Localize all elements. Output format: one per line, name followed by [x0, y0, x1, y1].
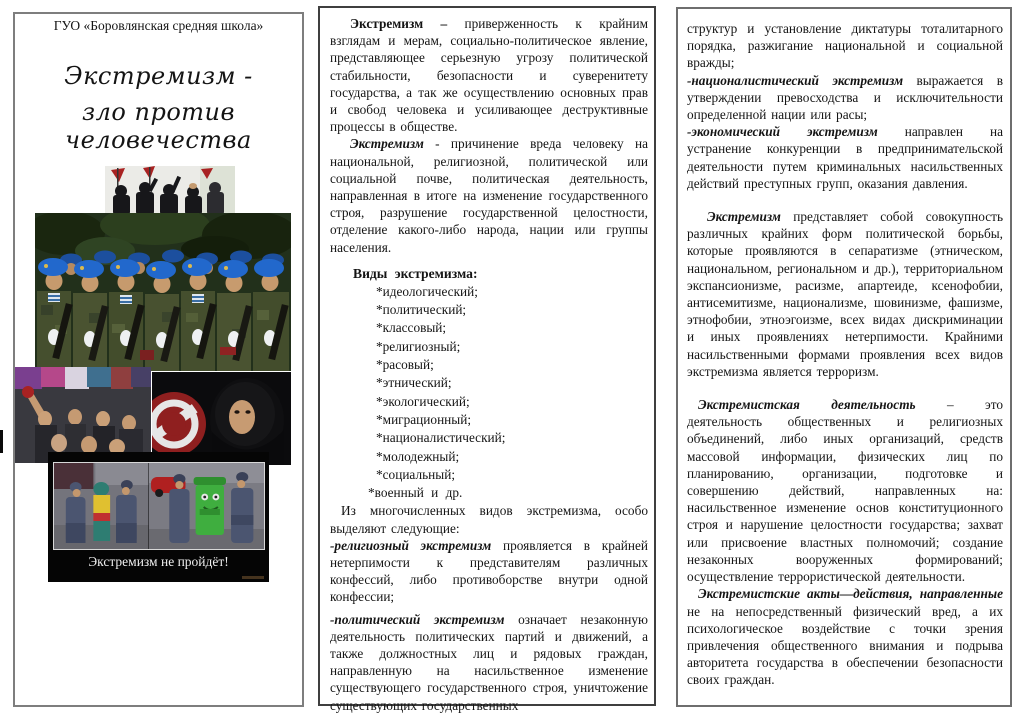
para-types-intro: Из многочисленных видов экстремизма, особо выделяют следующие:: [330, 503, 648, 536]
list-item: *социальный;: [376, 466, 456, 482]
demotivator-watermark: [242, 576, 264, 579]
middle-panel: [318, 6, 656, 713]
banners: [15, 367, 151, 389]
activity-text: – это деятельность общественных и религиозных объединений, либо иных организаций, средств массовой информации, физических лиц по планированию, организации, подготовке и совершению действий, направленных на: насильственное изменение основ конституционного строя и нарушение целостности государства; захват или присвоение властных полномочий; создание незаконных вооруженных формирований; осуществление террористической деятельности.: [687, 397, 1004, 585]
riot-police-mascot-photo: [54, 463, 149, 549]
list-item: *идеологический;: [376, 283, 478, 299]
demotivator-frame: [53, 462, 265, 550]
school-header: ГУО «Боровлянская средняя школа»: [53, 18, 264, 33]
demotivator: [48, 452, 269, 582]
types-list-title: Виды экстремизма:: [353, 265, 478, 281]
list-item: *военный и др.: [368, 485, 463, 501]
demotivator-caption: Экстремизм не пройдёт!: [88, 554, 229, 569]
para-nationalist-extremism: [687, 72, 1003, 124]
list-item: *политический;: [376, 302, 467, 318]
extremism-text: представляет собой совокупность различных крайних форм политической борьбы, которые проявляются в сепаратизме (этническом, национальном, региональном и др.), территориальном экспансионизме, расизме, апартеиде, ксенофобии, антисемитизме, национализме, шовинизме, фашизме, этнофобии, этноэгоизме, всех видах дискриминации и иных проявлениях нетерпимости. Крайними насильственными формами проявления всех видов экстремизма является терроризм.: [687, 209, 1004, 379]
def2-lead: -политический экстремизм: [330, 611, 505, 627]
list-item: *миграционный;: [376, 411, 472, 427]
mascot-figure: [93, 482, 110, 541]
acts-text: не на непосредственный физический вред, а их психологическое воздействие с точки зрения привлечения общественного внимания и подрыва авторитета государства в обеспечении безопасности своих граждан.: [687, 603, 1003, 688]
def4-text: направлен на устранение конкуренции в предпринимательской деятельности путем криминальных насильственных действий преступных групп, оказания давления.: [687, 124, 1003, 191]
para-extremism-definition-1: [330, 15, 648, 135]
left-panel: [13, 12, 304, 707]
para2-text: - причинение вреда человеку на национальной, религиозной, политической или социальной почве, политическая деятельность, направленная в итоге на изменение государственного строя, разрушение государственной целостности, отделение какого-либо народа, нации или группы населения.: [330, 136, 649, 255]
para-extremist-acts: [687, 585, 1003, 688]
def1-lead: -религиозный экстремизм: [330, 537, 492, 553]
paratroopers-photo: [35, 213, 291, 371]
riot-police-trashbin-photo: [149, 463, 265, 549]
acts-lead: Экстремистские акты—действия, направленные: [698, 586, 1003, 602]
list-item: *националистический;: [376, 430, 506, 446]
para-extremism-definition-2: [330, 135, 648, 255]
list-item: *этнический;: [376, 375, 452, 391]
def3-text: выражается в утверждении превосходства и исключительности определенной нации или расы;: [687, 72, 1003, 123]
para-extremist-activity: [687, 396, 1003, 585]
def3-lead: -националистический экстремизм: [687, 72, 904, 88]
para1-lead: Экстремизм –: [350, 16, 448, 31]
para-extremism-forms: [687, 208, 1003, 380]
list-item: *экологический;: [376, 393, 470, 409]
def2-text: означает незаконную деятельность политических партий и движений, а также должностных лиц и рядовых граждан, направленную на насильственное изменение существующего государственного строя, уничтожение существующих государственных: [330, 611, 648, 713]
brochure-title-line-2: зло против человечества: [65, 98, 252, 154]
para-political-continuation: структур и установление диктатуры тоталитарного порядка, разжигание национальной и социальной вражды;: [687, 21, 1003, 71]
para-economic-extremism: [687, 123, 1003, 192]
protest-crowd-photo: [15, 367, 151, 463]
para1-text: приверженность к крайним взглядам и мерам, социально-политическое явление, представляющее серьезную угрозу политической стабильности, безопасности и суверенитету государства, а так же осуществлению основных прав и свобод человека и усиливающее деструктивные процессы в обществе.: [330, 16, 648, 135]
masked-protesters-photo: [105, 166, 235, 215]
trash-bin-mascot: [193, 477, 225, 535]
para-religious-extremism: [330, 537, 648, 606]
right-panel: [676, 7, 1012, 707]
list-item: *религиозный;: [376, 338, 461, 354]
def4-lead: -экономический экстремизм: [687, 124, 878, 140]
list-item: *классовый;: [376, 320, 447, 336]
scan-artifact: [0, 430, 3, 453]
list-item: *расовый;: [376, 357, 434, 373]
para-political-extremism: [330, 611, 648, 714]
activity-lead: Экстремистская деятельность: [698, 397, 916, 413]
list-item: *молодежный;: [376, 448, 460, 464]
extremism-lead: Экстремизм: [707, 209, 781, 225]
def1-text: проявляется в крайней нетерпимости к представителям различных конфессий, либо противоборстве внутри одной конфессии;: [330, 537, 648, 605]
para2-lead: Экстремизм: [350, 136, 424, 152]
brochure-title-line-1: Экстремизм -: [64, 62, 253, 90]
